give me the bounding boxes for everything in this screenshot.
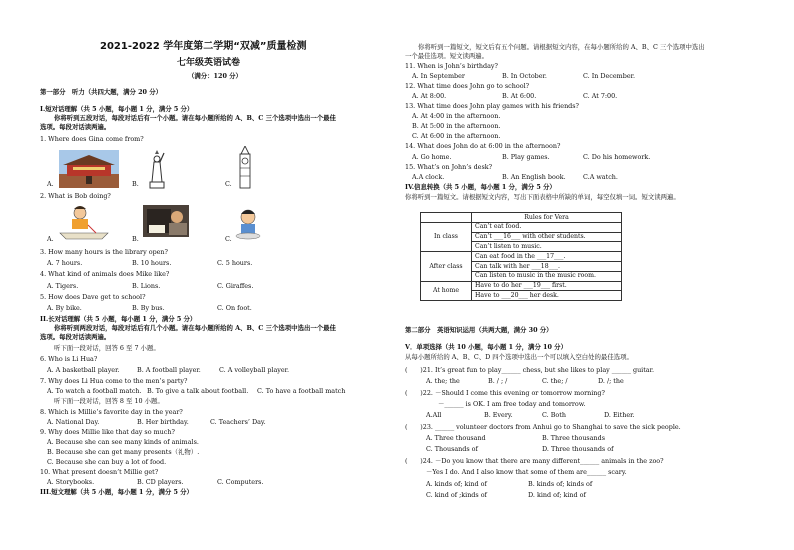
boy-writing-image bbox=[58, 203, 110, 241]
question-14: 14. What does John do at 6:00 in the afternoon? bbox=[405, 142, 561, 150]
q11-option-a: A. In September bbox=[412, 72, 465, 80]
q3-option-b: B. 10 hours. bbox=[132, 259, 172, 267]
q9-option-c: C. Because she can buy a lot of food. bbox=[47, 458, 167, 466]
question-21: ( )21. It’s great fun to play______ chess, but she likes to play ______ guitar. bbox=[405, 366, 654, 374]
listen-note-6-7: 听下面一段对话，回答 6 至 7 小题。 bbox=[54, 344, 160, 352]
q24-option-b: B. kinds of; kinds of bbox=[528, 480, 593, 488]
q15-option-a: A.A clock. bbox=[412, 173, 445, 181]
table-cell: Can listen to music in the music room. bbox=[472, 271, 622, 281]
q23-option-d: D. Three thousands of bbox=[542, 445, 614, 453]
q24-option-c: C. kind of ;kinds of bbox=[426, 491, 487, 499]
table-cell: Have to ___20___ her desk. bbox=[472, 291, 622, 301]
q4-option-c: C. Giraffes. bbox=[217, 282, 254, 290]
q22-option-a: A.All bbox=[426, 411, 442, 419]
q15-option-b: B. An English book. bbox=[502, 173, 566, 181]
table-header-row bbox=[421, 213, 622, 223]
question-8: 8. Which is Millie’s favorite day in the year? bbox=[40, 408, 183, 416]
q3-option-a: A. 7 hours. bbox=[47, 259, 83, 267]
boy-reading-image bbox=[143, 205, 189, 237]
q15-option-c: C.A watch. bbox=[583, 173, 618, 181]
q3-option-c: C. 5 hours. bbox=[217, 259, 253, 267]
part1-heading: 第一部分 听力（共四大题，满分 20 分） bbox=[40, 88, 162, 96]
table-row bbox=[421, 281, 622, 291]
question-13: 13. What time does John play games with his friends? bbox=[405, 102, 579, 110]
q7-option-c: C. To have a football match bbox=[257, 387, 346, 395]
question-3: 3. How many hours is the library open? bbox=[40, 248, 168, 256]
q13-option-b: B. At 5:00 in the afternoon. bbox=[412, 122, 501, 130]
option-b-label: B. bbox=[132, 235, 139, 243]
q10-option-a: A. Storybooks. bbox=[47, 478, 95, 486]
exam-title: 2021-2022 学年度第二学期“双减”质量检测 bbox=[100, 41, 307, 52]
q24-option-a: A. kinds of; kind of bbox=[426, 480, 487, 488]
q12-option-b: B. At 6:00. bbox=[502, 92, 537, 100]
table-cell: Can eat food in the ___17___. bbox=[472, 252, 622, 262]
sec1-instr-2: 选项。每段对话读两遍。 bbox=[40, 123, 111, 131]
q23-option-c: C. Thousands of bbox=[426, 445, 478, 453]
question-22-reply: －______ is OK. I am free today and tomorrow. bbox=[438, 400, 586, 408]
question-23: ( )23. ______ volunteer doctors from Anhui go to Shanghai to save the sick people. bbox=[405, 423, 681, 431]
sec2-instr-2: 选项。每段对话读两遍。 bbox=[40, 333, 111, 341]
sec1-instr: 你将听到五段对话，每段对话后有一个小题。请在每小题所给的 A、B、C 三个选项中选出一个最佳 bbox=[54, 114, 336, 122]
q14-option-a: A. Go home. bbox=[412, 153, 452, 161]
score-note: （满分：120 分） bbox=[188, 72, 242, 80]
q22-option-b: B. Every. bbox=[484, 411, 513, 419]
table-header: Rules for Vera bbox=[472, 213, 622, 223]
sec2-instr: 你将听到两段对话，每段对话后有几个小题。请在每小题所给的 A、B、C 三个选项中选出一个最佳 bbox=[54, 324, 336, 332]
question-6: 6. Who is Li Hua? bbox=[40, 355, 98, 363]
table-row bbox=[421, 252, 622, 262]
q22-option-c: C. Both bbox=[542, 411, 566, 419]
q9-option-b: B. Because she can get many presents（礼物）. bbox=[47, 448, 200, 456]
row-group-label: After class bbox=[421, 252, 472, 281]
question-9: 9. Why does Millie like that day so much? bbox=[40, 428, 175, 436]
big-ben-image bbox=[235, 146, 255, 190]
q21-option-b: B. / ; / bbox=[488, 377, 508, 385]
q11-option-c: C. In December. bbox=[583, 72, 635, 80]
q24-option-d: D. kind of; kind of bbox=[528, 491, 586, 499]
q22-option-d: D. Either. bbox=[604, 411, 635, 419]
listen-note-8-10: 听下面一段对话，回答 8 至 10 小题。 bbox=[54, 397, 164, 405]
q14-option-c: C. Do his homework. bbox=[583, 153, 651, 161]
q12-option-a: A. At 8:00. bbox=[412, 92, 447, 100]
q11-option-b: B. In October. bbox=[502, 72, 547, 80]
question-15: 15. What’s on John’s desk? bbox=[405, 163, 493, 171]
table-row bbox=[421, 222, 622, 232]
sec5-instr: 从每小题所给的 A、B、C、D 四个选项中选出一个可以填入空白处的最佳选项。 bbox=[405, 353, 633, 361]
option-c-label: C. bbox=[225, 235, 232, 243]
option-a-label: A. bbox=[47, 235, 54, 243]
q7-option-b: B. To give a talk about football. bbox=[147, 387, 249, 395]
table-cell: Have to do her ___19___ first. bbox=[472, 281, 622, 291]
q4-option-b: B. Lions. bbox=[132, 282, 161, 290]
q5-option-b: B. By bus. bbox=[132, 304, 165, 312]
q7-option-a: A. To watch a football match. bbox=[47, 387, 142, 395]
q4-option-a: A. Tigers. bbox=[47, 282, 79, 290]
statue-of-liberty-image bbox=[145, 150, 169, 190]
q8-option-a: A. National Day. bbox=[47, 418, 100, 426]
q14-option-b: B. Play games. bbox=[502, 153, 550, 161]
q6-option-a: A. A basketball player. bbox=[47, 366, 120, 374]
boy-eating-image bbox=[232, 206, 264, 240]
q9-option-a: A. Because she can see many kinds of animals. bbox=[47, 438, 199, 446]
question-2: 2. What is Bob doing? bbox=[40, 192, 111, 200]
table-cell: Can’t listen to music. bbox=[472, 242, 622, 252]
exam-subtitle: 七年级英语试卷 bbox=[177, 58, 241, 68]
q21-option-c: C. the; / bbox=[542, 377, 568, 385]
q21-option-d: D. /; the bbox=[598, 377, 624, 385]
row-group-label: At home bbox=[421, 281, 472, 301]
table-cell: Can’t eat food. bbox=[472, 222, 622, 232]
rules-table bbox=[420, 212, 622, 301]
question-1: 1. Where does Gina come from? bbox=[40, 135, 144, 143]
q5-option-c: C. On foot. bbox=[217, 304, 252, 312]
question-11: 11. When is John’s birthday? bbox=[405, 62, 498, 70]
question-12: 12. What time does John go to school? bbox=[405, 82, 530, 90]
table-cell: Can talk with her ___18___. bbox=[472, 261, 622, 271]
q6-option-c: C. A volleyball player. bbox=[219, 366, 290, 374]
sec3-heading: III.短文理解（共 5 小题，每小题 1 分，满分 5 分） bbox=[40, 488, 193, 496]
question-24-reply: －Yes I do. And I also know that some of them are______ scary. bbox=[426, 468, 627, 476]
q23-option-a: A. Three thousand bbox=[426, 434, 486, 442]
part2-heading: 第二部分 英语知识运用（共两大题，满分 30 分） bbox=[405, 326, 553, 334]
question-5: 5. How does Dave get to school? bbox=[40, 293, 146, 301]
option-c-label: C. bbox=[225, 180, 232, 188]
table-cell: Can’t ___16___ with other students. bbox=[472, 232, 622, 242]
q21-option-a: A. the; the bbox=[426, 377, 460, 385]
sec2-heading: II.长对话理解（共 5 小题，每小题 1 分，满分 5 分） bbox=[40, 315, 197, 323]
sec5-heading: V．单项选择（共 10 小题，每小题 1 分，满分 10 分） bbox=[405, 343, 567, 351]
q13-option-a: A. At 4:00 in the afternoon. bbox=[412, 112, 501, 120]
sec4-instr: 你将听到一篇短文。请根据短文内容，写出下面表格中所缺的单词，每空仅填一词。短文读两遍。 bbox=[405, 193, 680, 201]
q23-option-b: B. Three thousands bbox=[542, 434, 606, 442]
q6-option-b: B. A football player. bbox=[137, 366, 201, 374]
question-4: 4. What kind of animals does Mike like? bbox=[40, 270, 170, 278]
option-b-label: B. bbox=[132, 180, 139, 188]
sec3-instr: 你将听到一篇短文，短文后有五个问题。请根据短文内容，在每小题所给的 A、B、C 三个选项中选出 bbox=[418, 43, 705, 51]
q13-option-c: C. At 6:00 in the afternoon. bbox=[412, 132, 501, 140]
q10-option-b: B. CD players. bbox=[137, 478, 184, 486]
question-22: ( )22. －Should I come this evening or tomorrow morning? bbox=[405, 389, 605, 397]
sec1-heading: I.短对话理解（共 5 小题，每小题 1 分，满分 5 分） bbox=[40, 105, 194, 113]
option-a-label: A. bbox=[47, 180, 54, 188]
q8-option-b: B. Her birthday. bbox=[137, 418, 189, 426]
q10-option-c: C. Computers. bbox=[217, 478, 264, 486]
sec3-instr-2: 一个最佳选项。短文读两遍。 bbox=[405, 52, 489, 60]
q12-option-c: C. At 7:00. bbox=[583, 92, 618, 100]
question-24: ( )24. －Do you know that there are many different______ animals in the zoo? bbox=[405, 457, 664, 465]
question-7: 7. Why does Li Hua come to the men’s party? bbox=[40, 377, 188, 385]
sec4-heading: IV.信息转换（共 5 小题，每小题 1 分，满分 5 分） bbox=[405, 183, 556, 191]
q8-option-c: C. Teachers’ Day. bbox=[210, 418, 266, 426]
tiananmen-image bbox=[59, 150, 119, 188]
q5-option-a: A. By bike. bbox=[47, 304, 82, 312]
row-group-label: In class bbox=[421, 222, 472, 251]
question-10: 10. What present doesn’t Millie get? bbox=[40, 468, 159, 476]
